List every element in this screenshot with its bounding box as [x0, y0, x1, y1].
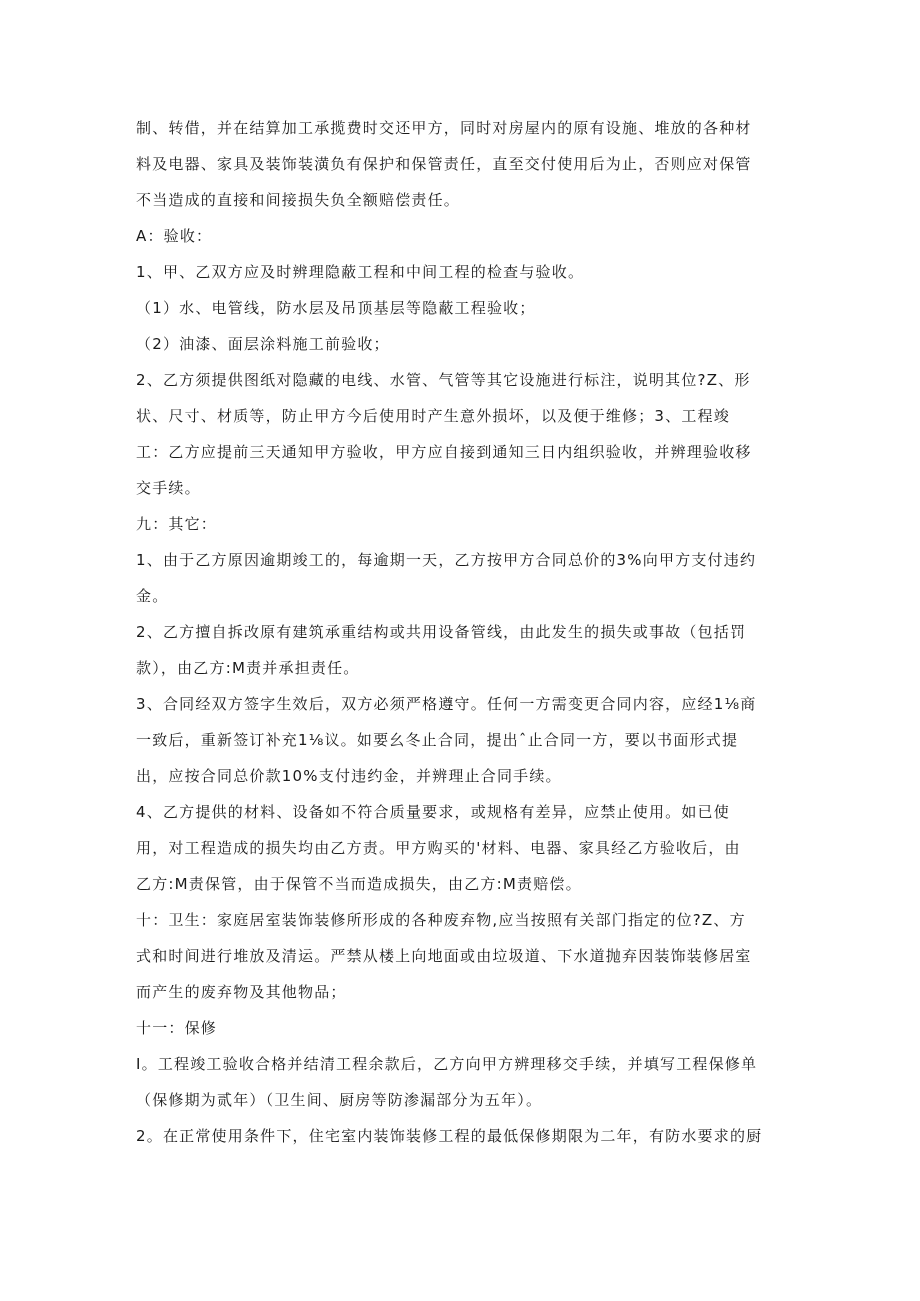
text-line: 金。: [136, 587, 169, 605]
text-line: 3、合同经双方签字生效后，双方必须严格遵守。任何一方需变更合同内容，应经1⅛商: [136, 695, 757, 713]
text-line: （2）油漆、面层涂料施工前验收；: [136, 335, 390, 353]
text-line: 料及电器、家具及装饰装潢负有保护和保管责任，直至交付使用后为止，否则应对保管: [136, 155, 752, 173]
text-line: 乙方:M责保管，由于保管不当而造成损失，由乙方:M责赔偿。: [136, 875, 582, 893]
text-line: 2、乙方须提供图纸对隐藏的电线、水管、气管等其它设施进行标注，说明其位?Z、形: [136, 371, 751, 389]
text-line: 用，对工程造成的损失均由乙方责。甲方购买的'材料、电器、家具经乙方验收后，由: [136, 839, 741, 857]
text-line: I。工程竣工验收合格并结清工程余款后，乙方向甲方辨理移交手续，并填写工程保修单: [136, 1055, 758, 1073]
text-line: 交手续。: [136, 479, 201, 497]
text-line: 4、乙方提供的材料、设备如不符合质量要求，或规格有差异，应禁止使用。如已使: [136, 803, 730, 821]
text-line: 不当造成的直接和间接损失负全额赔偿责任。: [136, 191, 461, 209]
text-line: （1）水、电管线，防水层及吊顶基层等隐蔽工程验收；: [136, 299, 536, 317]
text-line: 十：卫生：家庭居室装饰装修所形成的各种废弃物,应当按照有关部门指定的位?Z、方: [136, 911, 746, 929]
text-line: 出，应按合同总价款10%支付违约金，并辨理止合同手续。: [136, 767, 562, 785]
document-body: [136, 110, 786, 1154]
text-line: 制、转借，并在结算加工承揽费时交还甲方，同时对房屋内的原有设施、堆放的各种材: [136, 119, 752, 137]
text-line: 2、乙方擅自拆改原有建筑承重结构或共用设备管线，由此发生的损失或事故（包括罚: [136, 623, 747, 641]
text-line: 款），由乙方:M责并承担责任。: [136, 659, 360, 677]
text-line: 2。在正常使用条件下，住宅室内装饰装修工程的最低保修期限为二年，有防水要求的厨: [136, 1127, 763, 1145]
section-heading: A：验收：: [136, 227, 213, 245]
text-line: 1、由于乙方原因逾期竣工的，每逾期一天，乙方按甲方合同总价的3%向甲方支付违约: [136, 551, 757, 569]
text-line: 而产生的废弃物及其他物品；: [136, 983, 347, 1001]
section-heading: 十一：保修: [136, 1019, 218, 1037]
section-heading: 九：其它：: [136, 515, 218, 533]
text-line: 一致后，重新签订补充1⅛议。如要幺冬止合同，提出ˆ止合同一方，要以书面形式提: [136, 731, 739, 749]
text-line: 1、甲、乙双方应及时辨理隐蔽工程和中间工程的检查与验收。: [136, 263, 585, 281]
text-line: 工：乙方应提前三天通知甲方验收，甲方应自接到通知三日内组织验收，并辨理验收移: [136, 443, 752, 461]
text-line: 状、尺寸、材质等，防止甲方今后使用时产生意外损坏，以及便于维修；3、工程竣: [136, 407, 730, 425]
text-line: （保修期为贰年）（卫生间、厨房等防渗漏部分为五年）。: [136, 1091, 543, 1109]
text-line: 式和时间进行堆放及清运。严禁从楼上向地面或由垃圾道、下水道抛弃因装饰装修居室: [136, 947, 752, 965]
